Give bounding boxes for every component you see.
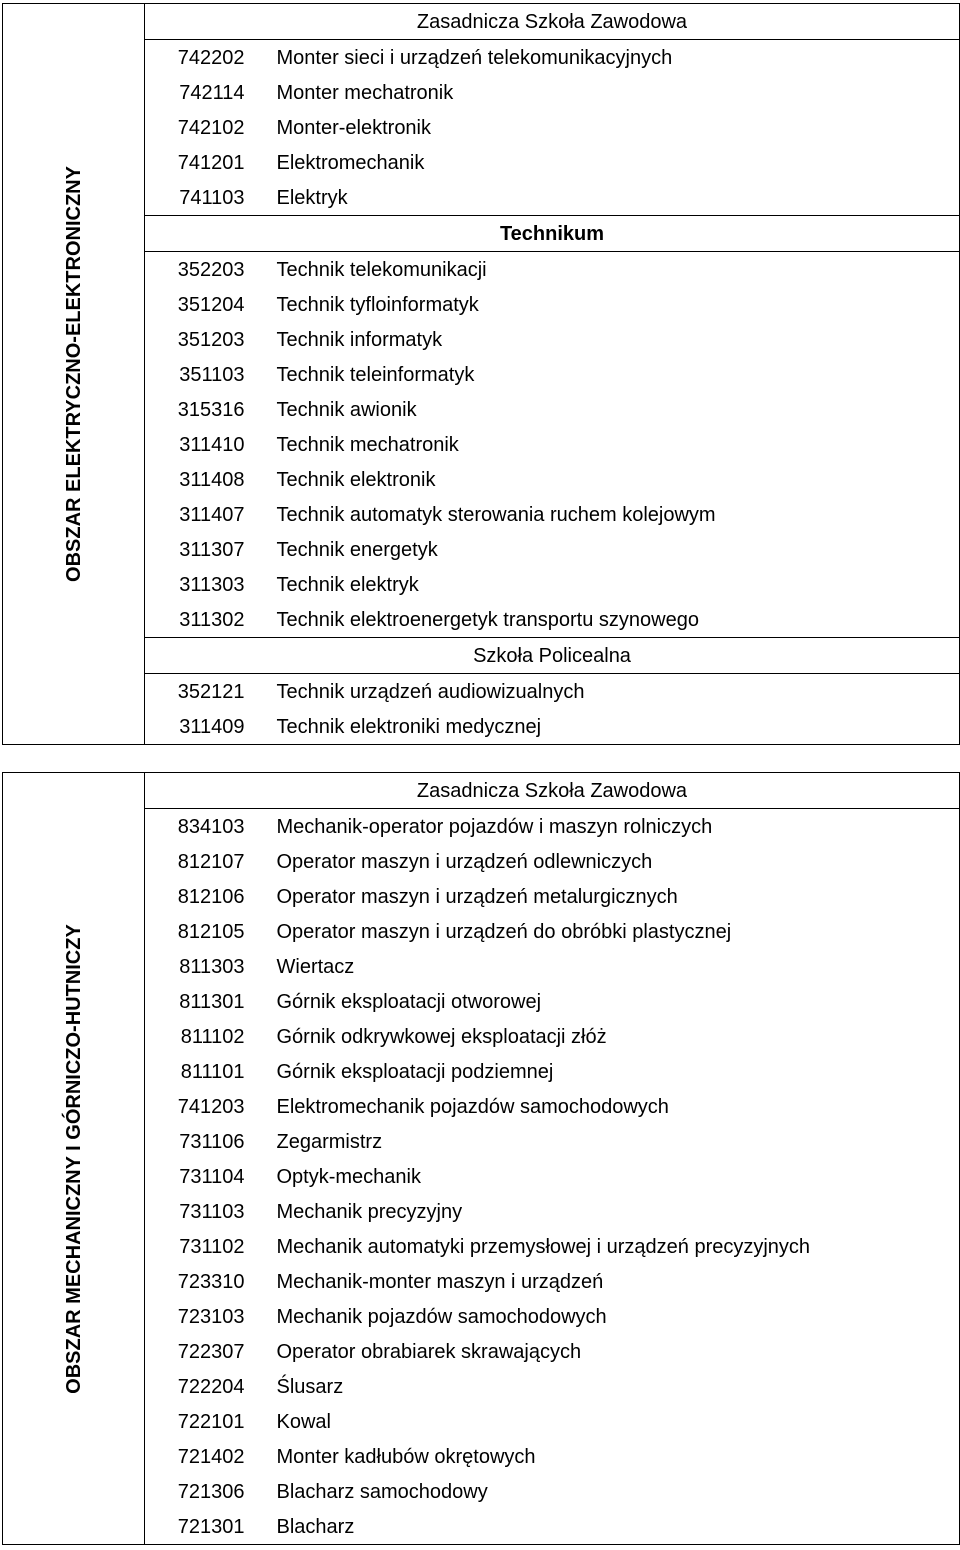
profession-name: Operator maszyn i urządzeń do obróbki plastycznej (255, 914, 960, 949)
table-row (3, 392, 960, 427)
profession-code: 351203 (145, 322, 255, 357)
section-title: Technikum (145, 216, 960, 252)
profession-name: Optyk-mechanik (255, 1159, 960, 1194)
profession-code: 812106 (145, 879, 255, 914)
table-row (3, 1019, 960, 1054)
area-table-electrical (2, 3, 960, 745)
profession-code: 731104 (145, 1159, 255, 1194)
table-row (3, 1194, 960, 1229)
profession-name: Operator obrabiarek skrawających (255, 1334, 960, 1369)
profession-code: 742114 (145, 75, 255, 110)
section-title: Zasadnicza Szkoła Zawodowa (145, 773, 960, 809)
table-row (3, 1474, 960, 1509)
profession-name: Technik telekomunikacji (255, 252, 960, 288)
table-row (3, 914, 960, 949)
table-row (3, 1369, 960, 1404)
section-header (3, 638, 960, 674)
profession-code: 311409 (145, 709, 255, 745)
profession-name: Mechanik-monter maszyn i urządzeń (255, 1264, 960, 1299)
table-row (3, 1264, 960, 1299)
table-row (3, 40, 960, 76)
profession-name: Monter-elektronik (255, 110, 960, 145)
profession-code: 741201 (145, 145, 255, 180)
profession-code: 834103 (145, 809, 255, 845)
profession-name: Monter kadłubów okrętowych (255, 1439, 960, 1474)
profession-name: Mechanik pojazdów samochodowych (255, 1299, 960, 1334)
area-label-cell (3, 4, 145, 745)
profession-name: Technik elektronik (255, 462, 960, 497)
profession-code: 311302 (145, 602, 255, 638)
table-row (3, 427, 960, 462)
profession-name: Technik urządzeń audiowizualnych (255, 674, 960, 710)
profession-name: Technik elektryk (255, 567, 960, 602)
profession-name: Technik awionik (255, 392, 960, 427)
profession-code: 741103 (145, 180, 255, 216)
profession-code: 723310 (145, 1264, 255, 1299)
table-row (3, 145, 960, 180)
profession-code: 742102 (145, 110, 255, 145)
table-row (3, 1159, 960, 1194)
profession-code: 721306 (145, 1474, 255, 1509)
table-row (3, 1509, 960, 1545)
profession-name: Blacharz samochodowy (255, 1474, 960, 1509)
profession-code: 731102 (145, 1229, 255, 1264)
table-row (3, 252, 960, 288)
profession-code: 311307 (145, 532, 255, 567)
profession-code: 723103 (145, 1299, 255, 1334)
profession-name: Zegarmistrz (255, 1124, 960, 1159)
section-title: Zasadnicza Szkoła Zawodowa (145, 4, 960, 40)
table-row (3, 602, 960, 638)
table-row (3, 75, 960, 110)
table-row (3, 1124, 960, 1159)
profession-code: 811303 (145, 949, 255, 984)
table-row (3, 844, 960, 879)
profession-name: Monter sieci i urządzeń telekomunikacyjnych (255, 40, 960, 76)
profession-code: 351103 (145, 357, 255, 392)
profession-name: Elektromechanik (255, 145, 960, 180)
profession-code: 742202 (145, 40, 255, 76)
profession-name: Mechanik-operator pojazdów i maszyn rolniczych (255, 809, 960, 845)
table-row (3, 180, 960, 216)
table-row (3, 1439, 960, 1474)
profession-code: 811101 (145, 1054, 255, 1089)
profession-name: Kowal (255, 1404, 960, 1439)
profession-code: 311408 (145, 462, 255, 497)
profession-code: 811102 (145, 1019, 255, 1054)
profession-name: Górnik odkrywkowej eksploatacji złóż (255, 1019, 960, 1054)
section-title: Szkoła Policealna (145, 638, 960, 674)
profession-code: 731106 (145, 1124, 255, 1159)
table-row (3, 567, 960, 602)
profession-code: 722204 (145, 1369, 255, 1404)
profession-name: Górnik eksploatacji podziemnej (255, 1054, 960, 1089)
profession-name: Technik elektroenergetyk transportu szynowego (255, 602, 960, 638)
profession-name: Technik tyfloinformatyk (255, 287, 960, 322)
table-row (3, 809, 960, 845)
profession-code: 811301 (145, 984, 255, 1019)
profession-code: 722101 (145, 1404, 255, 1439)
table-row (3, 1054, 960, 1089)
table-row (3, 462, 960, 497)
profession-name: Elektromechanik pojazdów samochodowych (255, 1089, 960, 1124)
profession-name: Elektryk (255, 180, 960, 216)
profession-code: 721402 (145, 1439, 255, 1474)
table-row (3, 949, 960, 984)
section-header (3, 773, 960, 809)
profession-name: Technik mechatronik (255, 427, 960, 462)
profession-name: Technik elektroniki medycznej (255, 709, 960, 745)
profession-code: 352203 (145, 252, 255, 288)
table-row (3, 357, 960, 392)
table-row (3, 1089, 960, 1124)
area-title: OBSZAR MECHANICZNY I GÓRNICZO-HUTNICZY (62, 923, 85, 1394)
profession-name: Technik informatyk (255, 322, 960, 357)
profession-name: Blacharz (255, 1509, 960, 1545)
table-row (3, 984, 960, 1019)
profession-code: 311410 (145, 427, 255, 462)
table-row (3, 322, 960, 357)
profession-name: Operator maszyn i urządzeń metalurgicznych (255, 879, 960, 914)
profession-name: Technik energetyk (255, 532, 960, 567)
profession-code: 311303 (145, 567, 255, 602)
profession-code: 812107 (145, 844, 255, 879)
profession-code: 731103 (145, 1194, 255, 1229)
table-row (3, 879, 960, 914)
area-table-mechanical (2, 772, 960, 1545)
table-row (3, 497, 960, 532)
profession-name: Operator maszyn i urządzeń odlewniczych (255, 844, 960, 879)
profession-code: 741203 (145, 1089, 255, 1124)
profession-code: 722307 (145, 1334, 255, 1369)
profession-name: Mechanik automatyki przemysłowej i urządzeń precyzyjnych (255, 1229, 960, 1264)
profession-code: 351204 (145, 287, 255, 322)
table-row (3, 1229, 960, 1264)
table-row (3, 1299, 960, 1334)
area-title: OBSZAR ELEKTRYCZNO-ELEKTRONICZNY (62, 166, 85, 582)
table-row (3, 674, 960, 710)
table-row (3, 1334, 960, 1369)
table-row (3, 110, 960, 145)
table-row (3, 287, 960, 322)
profession-name: Monter mechatronik (255, 75, 960, 110)
profession-code: 812105 (145, 914, 255, 949)
profession-code: 311407 (145, 497, 255, 532)
profession-name: Mechanik precyzyjny (255, 1194, 960, 1229)
table-row (3, 709, 960, 745)
section-header (3, 4, 960, 40)
profession-code: 721301 (145, 1509, 255, 1545)
table-row (3, 532, 960, 567)
profession-name: Technik teleinformatyk (255, 357, 960, 392)
profession-name: Wiertacz (255, 949, 960, 984)
profession-name: Technik automatyk sterowania ruchem kolejowym (255, 497, 960, 532)
profession-name: Górnik eksploatacji otworowej (255, 984, 960, 1019)
profession-name: Ślusarz (255, 1369, 960, 1404)
profession-code: 352121 (145, 674, 255, 710)
section-header (3, 216, 960, 252)
area-label-cell (3, 773, 145, 1545)
table-row (3, 1404, 960, 1439)
profession-code: 315316 (145, 392, 255, 427)
